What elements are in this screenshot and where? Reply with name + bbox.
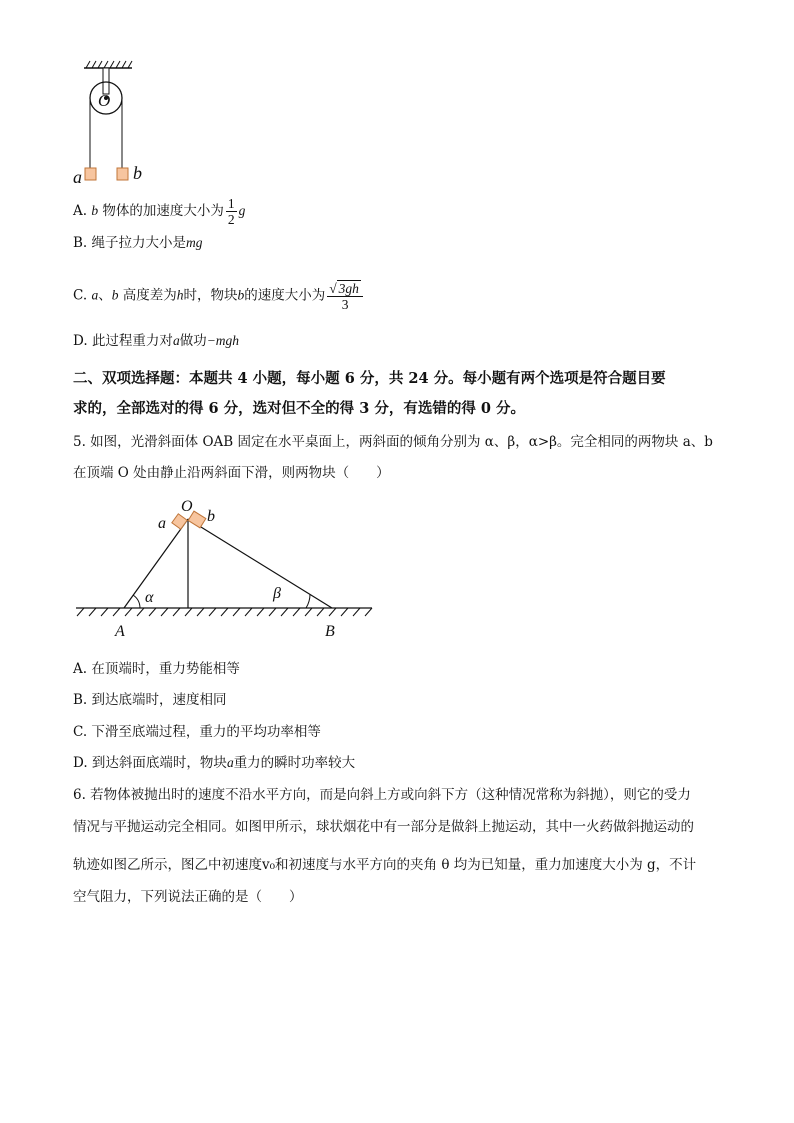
incline-label-A: A (115, 623, 125, 640)
pulley-label-a: a (73, 167, 82, 187)
q4-option-d[interactable]: D. 此过程重力对a做功−mgh (73, 333, 240, 349)
q5-stem-line2: 在顶端 O 处由静止沿两斜面下滑，则两物块（ ） (73, 465, 390, 481)
incline-label-a: a (158, 515, 166, 532)
q5-option-d[interactable]: D. 到达斜面底端时，物块a重力的瞬时功率较大 (73, 755, 356, 771)
incline-label-o: O (181, 498, 193, 515)
q4-option-a[interactable]: A. b 物体的加速度大小为 $\frac{1}{2}$ g (73, 196, 246, 227)
q5-option-c[interactable]: C. 下滑至底端过程，重力的平均功率相等 (73, 724, 321, 740)
fraction-half: $\frac{1}{2}$ (227, 196, 235, 227)
q6-stem-line2: 情况与平抛运动完全相同。如图甲所示，球状烟花中有一部分是做斜上抛运动，其中一火药做斜抛运动的 (73, 819, 694, 835)
block-a (85, 168, 96, 180)
incline-label-B: B (325, 623, 335, 640)
block-a (172, 514, 187, 529)
fraction-sqrt: $\frac{√ 3gh}{3}$ (327, 280, 363, 312)
q4-option-c[interactable]: C. a、b 高度差为h时，物块b的速度大小为 $\frac{√ 3gh}{3}$ (73, 280, 365, 312)
q6-stem-line3: 轨迹如图乙所示，图乙中初速度v₀和初速度与水平方向的夹角 θ 均为已知量，重力加速度大小为 g，不计 (73, 857, 697, 873)
section-heading-line1: 二、双项选择题：本题共 4 小题，每小题 6 分，共 24 分。每小题有两个选项是符合题目要 (73, 370, 666, 387)
q6-stem-line4: 空气阻力，下列说法正确的是（ ） (73, 889, 303, 905)
block-b (117, 168, 128, 180)
q5-option-a[interactable]: A. 在顶端时，重力势能相等 (73, 661, 240, 677)
pulley-label-b: b (133, 163, 142, 183)
q4-option-b[interactable]: B. 绳子拉力大小是mg (73, 235, 203, 251)
incline-label-beta: β (273, 585, 281, 602)
section-heading-line2: 求的，全部选对的得 6 分，选对但不全的得 3 分，有选错的得 0 分。 (73, 400, 526, 417)
q6-stem-line1: 6. 若物体被抛出时的速度不沿水平方向，而是向斜上方或向斜下方（这种情况常称为斜抛），则它的受力 (73, 787, 691, 803)
incline-label-alpha: α (145, 589, 154, 606)
q5-option-b[interactable]: B. 到达底端时，速度相同 (73, 692, 227, 708)
incline-label-b: b (207, 508, 215, 525)
q5-stem-line1: 5. 如图，光滑斜面体 OAB 固定在水平桌面上，两斜面的倾角分别为 α、β，α>β。完全相同的两物块 a、b (73, 434, 713, 450)
pulley-label-o: O (98, 91, 111, 110)
